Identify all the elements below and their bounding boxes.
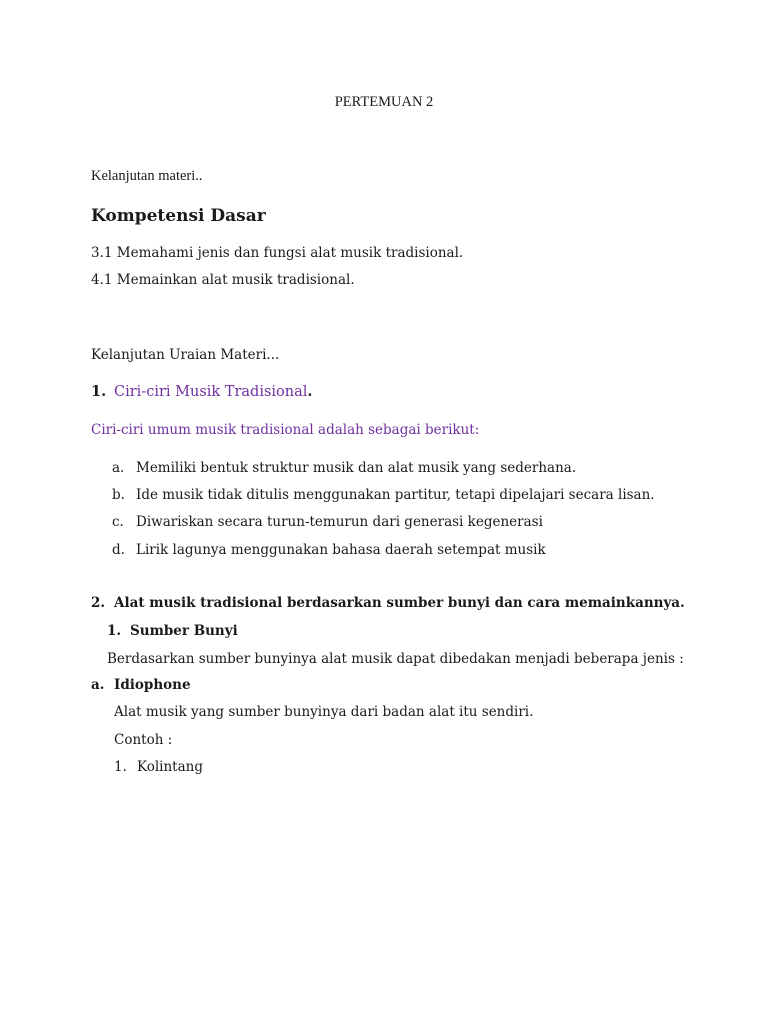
section2-title: Alat musik tradisional berdasarkan sumber bunyi dan cara memainkannya. [114,595,685,611]
list-marker: d. [112,542,125,558]
section1-title: Ciri-ciri Musik Tradisional [114,384,308,400]
list-text: Lirik lagunya menggunakan bahasa daerah setempat musik [136,542,546,558]
continuation-text: Kelanjutan materi.. [91,168,203,184]
section1-intro: Ciri-ciri umum musik tradisional adalah sebagai berikut: [91,422,480,438]
section1-heading [91,383,313,401]
sub1-heading [107,622,238,640]
section1-number: 1. [91,383,107,400]
sub-a-text: Alat musik yang sumber bunyinya dari badan alat itu sendiri. [114,704,534,720]
list-text: Memiliki bentuk struktur musik dan alat musik yang sederhana. [136,460,577,476]
list-item [112,459,577,477]
example-number: 1. [114,759,127,775]
sub-a-heading [91,676,191,694]
competency-heading: Kompetensi Dasar [91,206,266,226]
sub-a-title: Idiophone [114,677,191,693]
uraian-text: Kelanjutan Uraian Materi... [91,347,280,363]
sub1-title: Sumber Bunyi [130,623,238,639]
section2-number: 2. [91,595,106,611]
list-item [112,541,546,559]
list-marker: b. [112,487,125,503]
list-text: Ide musik tidak ditulis menggunakan partitur, tetapi dipelajari secara lisan. [136,487,655,503]
section2-heading [91,594,685,612]
kd-item-2: 4.1 Memainkan alat musik tradisional. [91,272,355,288]
sub1-number: 1. [107,623,122,639]
example-item [114,758,203,776]
list-marker: a. [112,460,125,476]
list-item [112,513,543,531]
section1-punct: . [307,383,313,400]
sub-a-marker: a. [91,677,105,693]
sub1-text: Berdasarkan sumber bunyinya alat musik dapat dibedakan menjadi beberapa jenis : [107,651,684,667]
page-title: PERTEMUAN 2 [334,94,434,110]
list-item [112,486,655,504]
kd-item-1: 3.1 Memahami jenis dan fungsi alat musik tradisional. [91,245,464,261]
list-text: Diwariskan secara turun-temurun dari generasi kegenerasi [136,514,543,530]
contoh-label: Contoh : [114,732,173,748]
list-marker: c. [112,514,124,530]
example-text: Kolintang [137,759,203,775]
